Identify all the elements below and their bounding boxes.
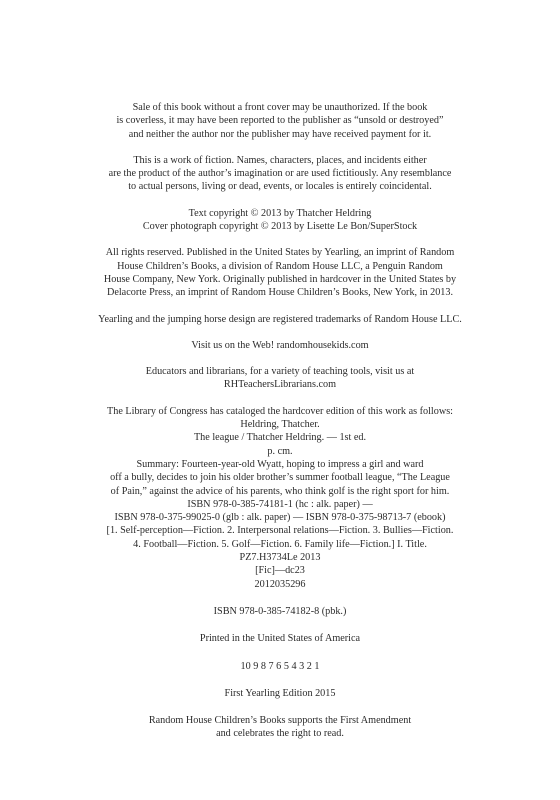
educators-line: Educators and librarians, for a variety of teaching tools, visit us at <box>145 366 415 378</box>
web-link <box>0 339 560 352</box>
disclaimer-line: to actual persons, living or dead, events, or locales is entirely coincidental. <box>128 181 432 193</box>
trademark-line: Yearling and the jumping horse design are registered trademarks of Random House LLC. <box>98 313 462 325</box>
isbn-line: ISBN 978-0-385-74182-8 (pbk.) <box>213 605 347 617</box>
printed-in <box>0 632 560 645</box>
cip-data <box>0 405 560 591</box>
cip-line: of Pain,” against the advice of his parents, who think golf is the right sport for him. <box>110 485 450 497</box>
cip-line: [1. Self-perception—Fiction. 2. Interpersonal relations—Fiction. 3. Bullies—Fiction. <box>106 525 454 537</box>
rights-statement <box>0 246 560 299</box>
educators-line: RHTeachersLibrarians.com <box>223 379 337 391</box>
copyright-notice <box>0 207 560 234</box>
cip-line: Heldring, Thatcher. <box>240 419 320 431</box>
printed-line: Printed in the United States of America <box>199 633 361 645</box>
disclaimer-line: This is a work of fiction. Names, characters, places, and incidents either <box>133 154 427 166</box>
cip-line: ISBN 978-0-385-74181-1 (hc : alk. paper) — <box>187 498 373 510</box>
cip-line: [Fic]—dc23 <box>255 565 305 577</box>
notice-line: Sale of this book without a front cover may be unauthorized. If the book <box>132 102 428 113</box>
fiction-disclaimer <box>0 154 560 194</box>
cip-line: off a bully, decides to join his older brother’s summer football league, “The League <box>110 472 450 484</box>
isbn-paperback <box>0 605 560 618</box>
cip-line: 4. Football—Fiction. 5. Golf—Fiction. 6. Family life—Fiction.] I. Title. <box>133 538 427 550</box>
cip-line: The Library of Congress has cataloged the hardcover edition of this work as follows: <box>107 405 453 417</box>
amendment-line: and celebrates the right to read. <box>216 728 344 740</box>
rights-line: House Company, New York. Originally published in hardcover in the United States by <box>103 273 457 285</box>
edition-line: First Yearling Edition 2015 <box>224 687 336 699</box>
educators-note <box>0 365 560 392</box>
rights-line: Delacorte Press, an imprint of Random House Children’s Books, New York, in 2013. <box>106 287 454 299</box>
cip-line: p. cm. <box>267 445 293 457</box>
notice-line: and neither the author nor the publisher may have received payment for it. <box>128 128 432 140</box>
cip-line: 2012035296 <box>254 578 306 590</box>
copyright-line: Cover photograph copyright © 2013 by Lisette Le Bon/SuperStock <box>142 221 418 233</box>
printing-number-line <box>0 660 560 673</box>
first-amendment-statement <box>0 714 560 741</box>
cip-line: Summary: Fourteen-year-old Wyatt, hoping to impress a girl and ward <box>136 458 424 470</box>
rights-line: All rights reserved. Published in the United States by Yearling, an imprint of Random <box>105 247 455 259</box>
cip-line: The league / Thatcher Heldring. — 1st ed. <box>193 432 367 444</box>
web-line: Visit us on the Web! randomhousekids.com <box>191 339 369 351</box>
disclaimer-line: are the product of the author’s imagination or are used fictitiously. Any resemblance <box>108 168 452 180</box>
cip-line: ISBN 978-0-375-99025-0 (glb : alk. paper) — ISBN 978-0-375-98713-7 (ebook) <box>114 512 446 524</box>
printing-line: 10 9 8 7 6 5 4 3 2 1 <box>240 660 320 672</box>
notice-line: is coverless, it may have been reported to the publisher as “unsold or destroyed” <box>116 115 444 127</box>
cip-line: PZ7.H3734Le 2013 <box>239 552 321 564</box>
copyright-line: Text copyright © 2013 by Thatcher Heldring <box>188 207 372 219</box>
amendment-line: Random House Children’s Books supports the First Amendment <box>148 715 412 727</box>
edition-statement <box>0 687 560 700</box>
unsold-notice <box>0 101 560 141</box>
trademark-statement <box>0 313 560 326</box>
rights-line: House Children’s Books, a division of Random House LLC, a Penguin Random <box>117 260 443 272</box>
